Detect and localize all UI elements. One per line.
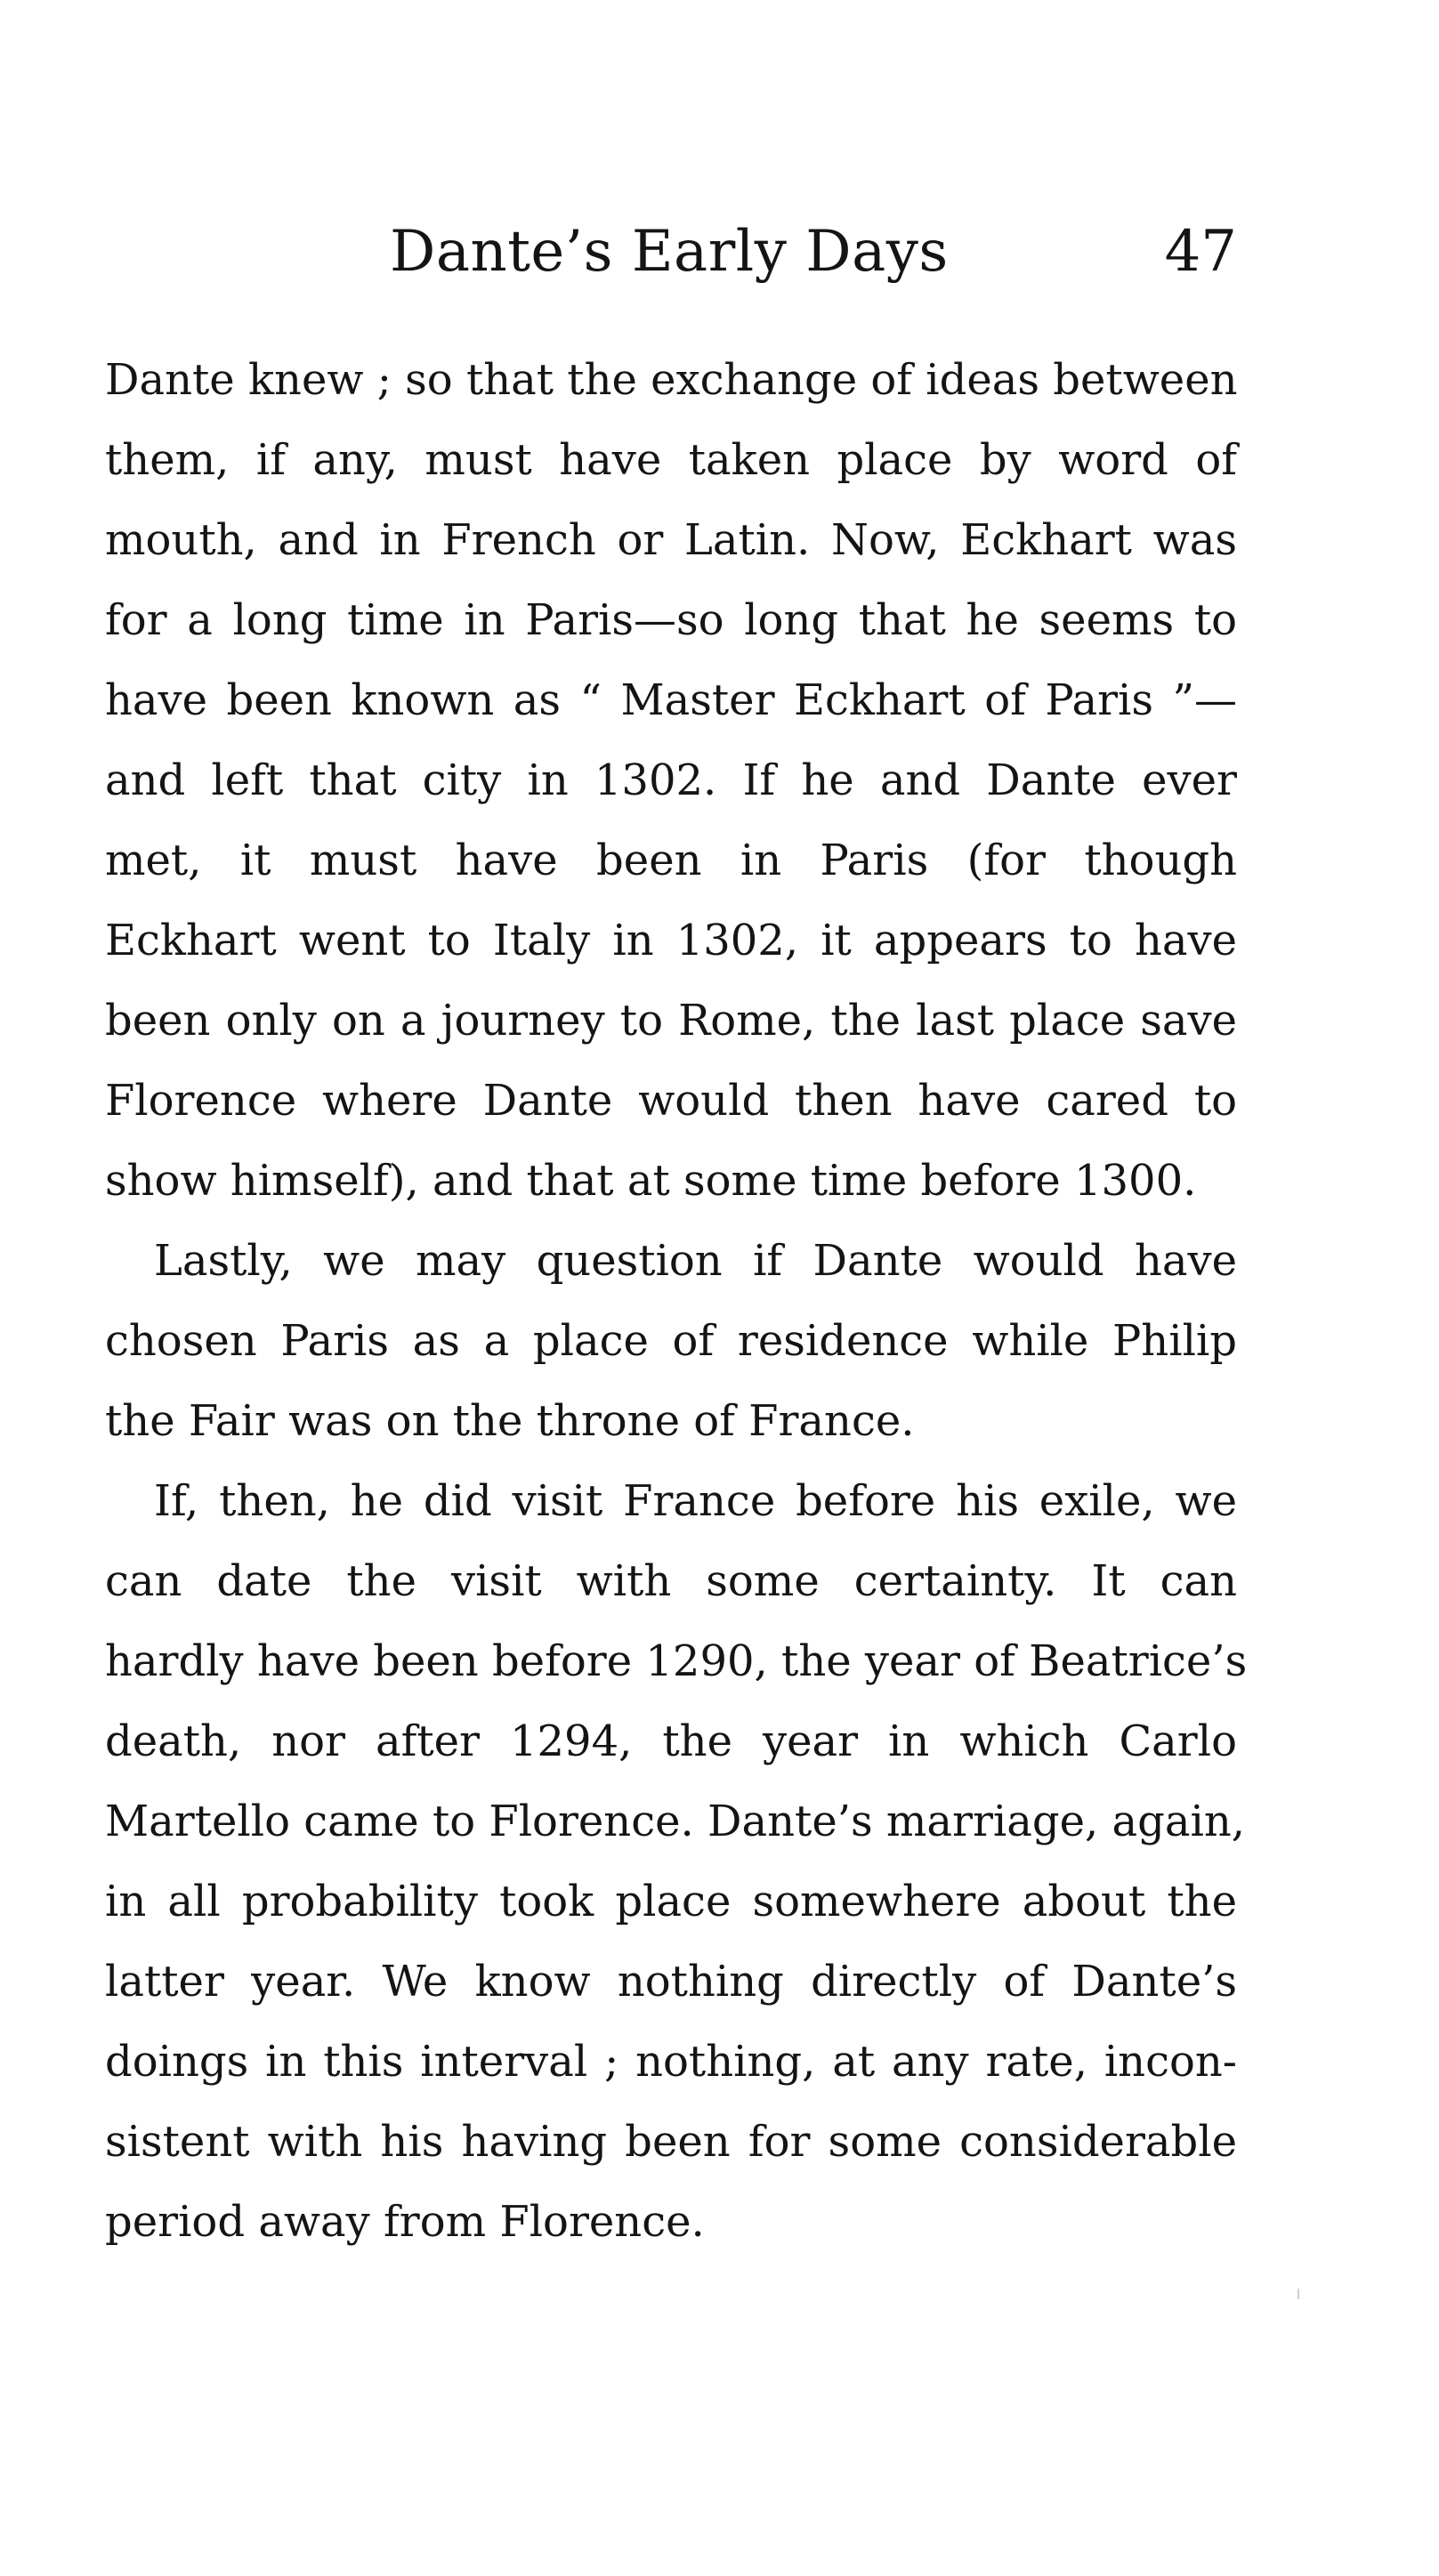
text-line: doings in this interval ; nothing, at any rate, incon- xyxy=(105,2037,1237,2087)
body-text xyxy=(105,340,1248,2262)
text-line: met, it must have been in Paris (for though xyxy=(105,836,1237,885)
text-line: Lastly, we may question if Dante would have xyxy=(154,1236,1237,1286)
text-line: Dante knew ; so that the exchange of ideas between xyxy=(105,355,1238,405)
page-number: 47 xyxy=(1164,219,1237,285)
text-line: period away from Florence. xyxy=(105,2197,705,2247)
paragraph-1 xyxy=(105,340,1237,1221)
paragraph-3 xyxy=(105,1461,1248,2262)
text-line: have been known as “ Master Eckhart of Paris ”— xyxy=(105,675,1237,725)
text-line: for a long time in Paris—so long that he seems to xyxy=(105,595,1237,645)
text-line: the Fair was on the throne of France. xyxy=(105,1396,915,1446)
paragraph-2 xyxy=(105,1221,1237,1461)
text-line: Florence where Dante would then have cared to xyxy=(105,1076,1237,1126)
text-line: hardly have been before 1290, the year of Beatrice’s xyxy=(105,1636,1248,1686)
text-line: them, if any, must have taken place by word of xyxy=(105,435,1237,485)
text-line: been only on a journey to Rome, the last place save xyxy=(105,996,1237,1046)
text-line: Eckhart went to Italy in 1302, it appears to have xyxy=(105,916,1237,965)
text-line: can date the visit with some certainty. It can xyxy=(105,1556,1237,1606)
text-line: and left that city in 1302. If he and Dante ever xyxy=(105,755,1237,805)
text-line: Martello came to Florence. Dante’s marriage, again, xyxy=(105,1797,1245,1846)
text-line: chosen Paris as a place of residence while Philip xyxy=(105,1316,1237,1366)
text-line: show himself), and that at some time before 1300. xyxy=(105,1156,1197,1206)
text-line: If, then, he did visit France before his exile, we xyxy=(154,1476,1237,1526)
text-line: in all probability took place somewhere about the xyxy=(105,1877,1237,1926)
text-line: latter year. We know nothing directly of Dante’s xyxy=(105,1957,1237,2007)
running-title: Dante’s Early Days xyxy=(390,219,949,285)
paper-speck xyxy=(1298,2289,1299,2299)
text-line: mouth, and in French or Latin. Now, Eckhart was xyxy=(105,515,1237,565)
running-head xyxy=(105,212,1237,292)
text-line: sistent with his having been for some considerable xyxy=(105,2117,1237,2167)
text-line: death, nor after 1294, the year in which Carlo xyxy=(105,1716,1237,1766)
